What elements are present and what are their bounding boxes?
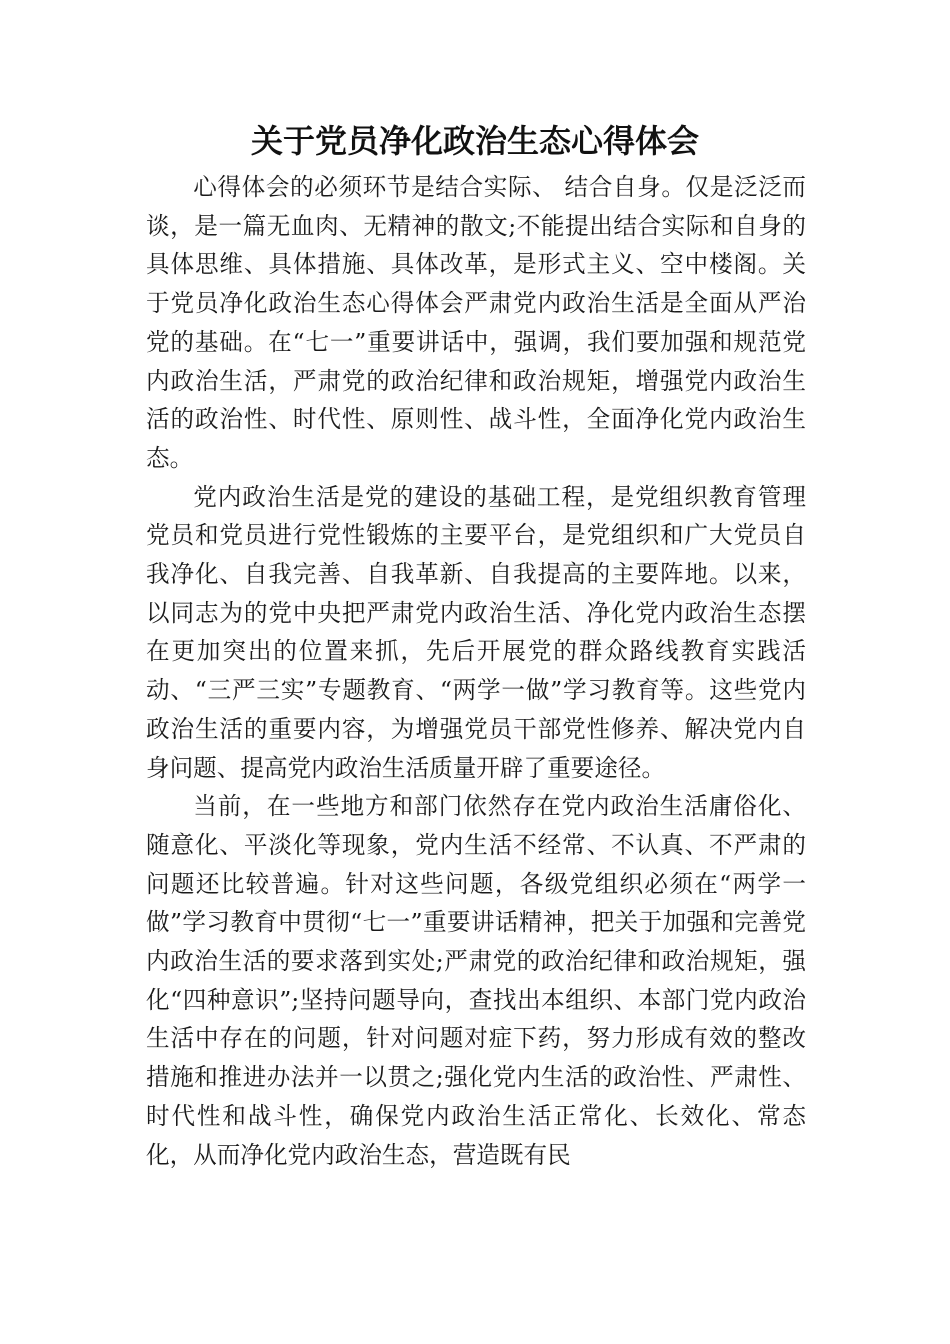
paragraph-2: 党内政治生活是党的建设的基础工程，是党组织教育管理党员和党员进行党性锻炼的主要平台，是党组织和广大党员自我净化、自我完善、自我革新、自我提高的主要阵地。以来，以同志为的党中央把严肃党内政治生活、净化党内政治生态摆在更加突出的位置来抓，先后开展党的群众路线教育实践活动、“三严三实”专题教育、“两学一做”学习教育等。这些党内政治生活的重要内容，为增强党员干部党性修养、解决党内自身问题、提高党内政治生活质量开辟了重要途径。 xyxy=(146,482,806,782)
paragraph-3: 当前，在一些地方和部门依然存在党内政治生活庸俗化、随意化、平淡化等现象，党内生活不经常、不认真、不严肃的问题还比较普遍。针对这些问题，各级党组织必须在“两学一做”学习教育中贯彻“七一”重要讲话精神，把关于加强和完善党内政治生活的要求落到实处;严肃党的政治纪律和政治规矩，强化“四种意识”;坚持问题导向，查找出本组织、本部门党内政治生活中存在的问题，针对问题对症下药，努力形成有效的整改措施和推进办法并一以贯之;强化党内生活的政治性、严肃性、时代性和战斗性，确保党内政治生活正常化、长效化、常态化，从而净化党内政治生态，营造既有民 xyxy=(146,792,806,1169)
paragraph-1: 心得体会的必须环节是结合实际、 结合自身。仅是泛泛而谈，是一篇无血肉、无精神的散文;不能提出结合实际和自身的具体思维、具体措施、具体改革，是形式主义、空中楼阁。关于党员净化政治生态心得体会严肃党内政治生活是全面从严治党的基础。在“七一”重要讲话中，强调，我们要加强和规范党内政治生活，严肃党的政治纪律和政治规矩，增强党内政治生活的政治性、时代性、原则性、战斗性，全面净化党内政治生态。 xyxy=(146,173,806,472)
document-body xyxy=(146,168,806,1174)
document-title: 关于党员净化政治生态心得体会 xyxy=(250,122,699,160)
